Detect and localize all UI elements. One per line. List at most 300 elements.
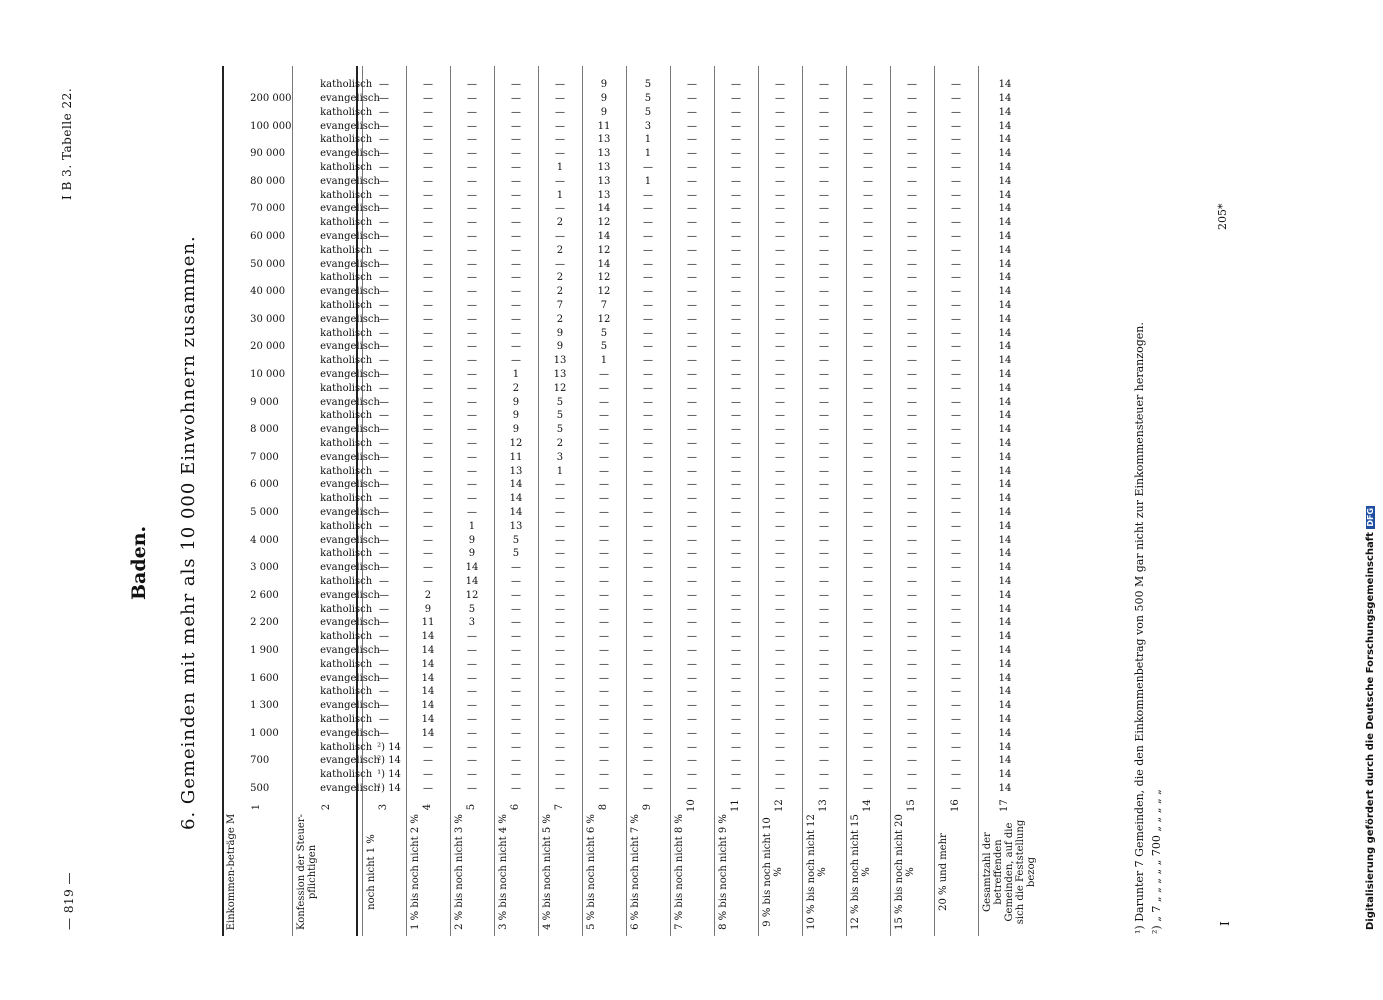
table-cell: —: [378, 700, 389, 712]
table-cell: —: [422, 479, 433, 491]
table-cell: —: [466, 244, 477, 256]
column-number-16: 16: [950, 799, 961, 812]
table-cell: 14: [998, 755, 1012, 767]
table-cell: —: [466, 189, 477, 201]
table-cell: —: [862, 465, 873, 477]
table-cell: —: [730, 313, 741, 325]
table-cell: —: [950, 300, 961, 312]
table-cell: 3: [644, 120, 652, 132]
confession-cell: katholisch: [320, 548, 373, 560]
table-cell: —: [378, 727, 389, 739]
table-cell: —: [774, 465, 785, 477]
table-cell: —: [598, 755, 609, 767]
table-cell: —: [466, 493, 477, 505]
table-cell: —: [686, 700, 697, 712]
table-cell: 14: [998, 534, 1012, 546]
confession-cell: katholisch: [320, 714, 373, 726]
table-cell: —: [510, 175, 521, 187]
table-cell: —: [598, 714, 609, 726]
table-cell: —: [730, 686, 741, 698]
table-cell: 14: [998, 189, 1012, 201]
table-cell: —: [774, 244, 785, 256]
table-cell: —: [422, 313, 433, 325]
table-cell: —: [818, 451, 829, 463]
table-cell: —: [466, 783, 477, 795]
table-cell: 1: [512, 369, 520, 381]
column-header-12: 9 % bis noch nicht 10 %: [762, 817, 784, 927]
table-cell: —: [422, 189, 433, 201]
column-header-8: 5 % bis noch nicht 6 %: [586, 814, 597, 930]
table-cell: —: [950, 134, 961, 146]
table-cell: —: [642, 258, 653, 270]
table-cell: —: [510, 741, 521, 753]
table-cell: —: [950, 769, 961, 781]
table-cell: —: [906, 507, 917, 519]
table-cell: —: [774, 520, 785, 532]
table-cell: —: [510, 79, 521, 91]
table-cell: —: [598, 562, 609, 574]
table-cell: 5: [512, 534, 520, 546]
table-cell: —: [598, 507, 609, 519]
table-cell: 14: [998, 244, 1012, 256]
table-cell: —: [378, 396, 389, 408]
table-cell: —: [906, 369, 917, 381]
table-cell: —: [378, 134, 389, 146]
table-cell: —: [510, 93, 521, 105]
table-cell: 12: [597, 244, 611, 256]
column-header-15: 15 % bis noch nicht 20 %: [894, 814, 916, 930]
table-cell: —: [554, 686, 565, 698]
table-cell: —: [510, 769, 521, 781]
column-header-2: Konfession der Steuer-pflichtigen: [296, 814, 318, 930]
table-cell: —: [774, 189, 785, 201]
table-cell: —: [906, 438, 917, 450]
table-cell: —: [950, 589, 961, 601]
column-number-4: 4: [422, 803, 433, 811]
table-cell: 9: [600, 93, 608, 105]
table-cell: —: [686, 203, 697, 215]
table-cell: —: [862, 396, 873, 408]
confession-cell: katholisch: [320, 244, 373, 256]
table-cell: —: [818, 700, 829, 712]
table-cell: —: [422, 410, 433, 422]
table-cell: —: [422, 300, 433, 312]
table-cell: —: [642, 769, 653, 781]
table-cell: 14: [465, 562, 479, 574]
confession-cell: evangelisch: [320, 313, 380, 325]
table-cell: —: [950, 189, 961, 201]
table-cell: —: [730, 438, 741, 450]
confession-cell: evangelisch: [320, 148, 380, 160]
table-cell: —: [730, 493, 741, 505]
column-header-6: 3 % bis noch nicht 4 %: [498, 814, 509, 930]
table-cell: 14: [998, 382, 1012, 394]
table-cell: 13: [597, 134, 611, 146]
table-cell: ²) 14: [377, 755, 401, 767]
table-cell: —: [378, 327, 389, 339]
table-cell: —: [950, 617, 961, 629]
table-cell: —: [818, 548, 829, 560]
column-number-15: 15: [906, 799, 917, 812]
table-cell: —: [950, 258, 961, 270]
table-cell: —: [818, 410, 829, 422]
table-cell: —: [862, 327, 873, 339]
amount-cell: 2 600: [250, 589, 279, 601]
table-cell: —: [466, 313, 477, 325]
table-cell: —: [906, 658, 917, 670]
table-cell: —: [466, 79, 477, 91]
table-cell: —: [642, 382, 653, 394]
table-cell: 9: [556, 327, 564, 339]
table-cell: —: [906, 148, 917, 160]
table-cell: —: [554, 134, 565, 146]
table-cell: —: [686, 396, 697, 408]
table-cell: —: [774, 534, 785, 546]
amount-cell: [250, 190, 264, 202]
table-cell: —: [686, 382, 697, 394]
table-cell: —: [686, 589, 697, 601]
table-cell: —: [862, 355, 873, 367]
table-cell: —: [642, 162, 653, 174]
table-cell: 9: [600, 79, 608, 91]
table-cell: —: [730, 465, 741, 477]
table-cell: —: [906, 272, 917, 284]
table-cell: ¹) 14: [377, 783, 401, 795]
table-cell: —: [906, 534, 917, 546]
table-cell: 14: [998, 300, 1012, 312]
table-cell: —: [466, 672, 477, 684]
dfg-logo: DFG: [1366, 507, 1375, 527]
table-cell: —: [554, 93, 565, 105]
table-cell: —: [906, 327, 917, 339]
table-cell: —: [950, 410, 961, 422]
column-divider: [494, 66, 495, 936]
table-cell: —: [422, 534, 433, 546]
table-cell: 1: [468, 520, 476, 532]
table-cell: —: [686, 493, 697, 505]
table-cell: —: [422, 217, 433, 229]
table-cell: —: [598, 410, 609, 422]
table-cell: —: [378, 313, 389, 325]
table-cell: 5: [512, 548, 520, 560]
table-cell: —: [686, 341, 697, 353]
table-cell: —: [422, 396, 433, 408]
table-cell: —: [906, 382, 917, 394]
table-cell: 13: [509, 465, 523, 477]
table-cell: 1: [556, 162, 564, 174]
table-cell: —: [510, 341, 521, 353]
table-cell: 14: [998, 727, 1012, 739]
table-cell: —: [818, 162, 829, 174]
amount-cell: 8 000: [250, 424, 279, 436]
confession-cell: katholisch: [320, 79, 373, 91]
table-cell: —: [730, 479, 741, 491]
table-cell: 13: [509, 520, 523, 532]
table-cell: —: [378, 244, 389, 256]
table-cell: —: [862, 658, 873, 670]
table-cell: —: [510, 300, 521, 312]
table-cell: —: [862, 562, 873, 574]
table-cell: 14: [998, 700, 1012, 712]
table-cell: —: [686, 162, 697, 174]
table-cell: —: [862, 520, 873, 532]
table-cell: —: [730, 396, 741, 408]
table-cell: —: [818, 576, 829, 588]
amount-cell: 200 000: [250, 93, 292, 105]
table-cell: —: [818, 479, 829, 491]
table-cell: —: [598, 617, 609, 629]
table-cell: —: [906, 286, 917, 298]
table-cell: —: [730, 672, 741, 684]
table-cell: —: [950, 272, 961, 284]
table-cell: —: [510, 672, 521, 684]
table-cell: —: [730, 548, 741, 560]
table-cell: —: [554, 603, 565, 615]
table-cell: —: [466, 286, 477, 298]
table-cell: —: [906, 520, 917, 532]
amount-cell: [250, 742, 264, 754]
footnote-2: ²) „ 7 „ „ „ „ „ 700 „ „ „ „ „: [1150, 789, 1163, 934]
table-cell: —: [554, 714, 565, 726]
table-cell: —: [554, 493, 565, 505]
table-cell: —: [818, 438, 829, 450]
table-cell: —: [906, 410, 917, 422]
table-cell: —: [686, 479, 697, 491]
table-cell: —: [598, 769, 609, 781]
table-cell: —: [906, 741, 917, 753]
table-cell: —: [510, 783, 521, 795]
table-cell: 14: [998, 520, 1012, 532]
table-cell: —: [598, 686, 609, 698]
column-header-11: 8 % bis noch nicht 9 %: [718, 814, 729, 930]
table-cell: —: [510, 700, 521, 712]
table-cell: —: [466, 686, 477, 698]
table-cell: —: [510, 313, 521, 325]
table-cell: —: [950, 106, 961, 118]
column-divider: [582, 66, 583, 936]
table-cell: —: [818, 617, 829, 629]
table-cell: —: [950, 520, 961, 532]
table-cell: —: [510, 286, 521, 298]
table-cell: —: [378, 189, 389, 201]
table-cell: —: [950, 120, 961, 132]
confession-cell: katholisch: [320, 493, 373, 505]
table-cell: 14: [998, 493, 1012, 505]
table-cell: —: [818, 562, 829, 574]
table-cell: —: [642, 424, 653, 436]
table-cell: —: [950, 658, 961, 670]
table-cell: —: [818, 355, 829, 367]
table-cell: —: [862, 755, 873, 767]
column-number-11: 11: [730, 799, 741, 812]
confession-cell: evangelisch: [320, 534, 380, 546]
table-cell: —: [862, 286, 873, 298]
table-cell: —: [730, 658, 741, 670]
table-cell: —: [774, 106, 785, 118]
table-cell: 14: [998, 231, 1012, 243]
table-cell: 2: [556, 217, 564, 229]
table-cell: 14: [998, 645, 1012, 657]
table-cell: —: [554, 507, 565, 519]
amount-cell: 100 000: [250, 120, 292, 132]
table-cell: —: [686, 562, 697, 574]
table-cell: —: [598, 382, 609, 394]
table-cell: —: [818, 79, 829, 91]
table-cell: —: [642, 631, 653, 643]
table-cell: 14: [421, 727, 435, 739]
table-cell: —: [554, 617, 565, 629]
table-cell: —: [730, 162, 741, 174]
table-cell: —: [774, 217, 785, 229]
table-cell: 14: [998, 686, 1012, 698]
table-cell: —: [906, 396, 917, 408]
table-cell: —: [466, 507, 477, 519]
table-cell: —: [950, 686, 961, 698]
table-cell: —: [686, 727, 697, 739]
table-cell: 14: [421, 658, 435, 670]
table-cell: —: [554, 231, 565, 243]
column-header-10: 7 % bis noch nicht 8 %: [674, 814, 685, 930]
table-cell: —: [378, 258, 389, 270]
table-cell: —: [774, 203, 785, 215]
table-cell: —: [730, 603, 741, 615]
confession-cell: katholisch: [320, 686, 373, 698]
table-cell: 5: [644, 93, 652, 105]
table-cell: 9: [512, 410, 520, 422]
table-cell: —: [598, 603, 609, 615]
table-cell: 14: [998, 672, 1012, 684]
table-cell: —: [862, 272, 873, 284]
table-cell: —: [906, 617, 917, 629]
table-cell: —: [730, 700, 741, 712]
table-cell: —: [554, 645, 565, 657]
confession-cell: evangelisch: [320, 175, 380, 187]
table-cell: —: [818, 589, 829, 601]
table-cell: —: [686, 714, 697, 726]
table-cell: —: [642, 783, 653, 795]
table-cell: —: [378, 286, 389, 298]
table-cell: 9: [512, 424, 520, 436]
table-cell: —: [554, 520, 565, 532]
table-cell: —: [686, 465, 697, 477]
table-cell: 14: [597, 203, 611, 215]
confession-cell: evangelisch: [320, 93, 380, 105]
table-cell: —: [378, 507, 389, 519]
table-cell: —: [378, 493, 389, 505]
table-cell: 11: [421, 617, 435, 629]
table-cell: —: [818, 714, 829, 726]
table-cell: —: [642, 520, 653, 532]
table-cell: —: [686, 534, 697, 546]
confession-cell: katholisch: [320, 410, 373, 422]
table-cell: —: [818, 382, 829, 394]
column-divider: [978, 66, 979, 936]
table-cell: —: [950, 645, 961, 657]
table-cell: —: [862, 741, 873, 753]
table-cell: —: [950, 148, 961, 160]
table-cell: 14: [998, 203, 1012, 215]
table-cell: —: [686, 520, 697, 532]
table-cell: —: [906, 451, 917, 463]
table-cell: —: [862, 313, 873, 325]
table-cell: —: [950, 534, 961, 546]
column-divider: [846, 66, 847, 936]
table-cell: 12: [597, 272, 611, 284]
confession-cell: katholisch: [320, 465, 373, 477]
table-cell: —: [378, 617, 389, 629]
table-cell: —: [598, 465, 609, 477]
table-cell: —: [906, 479, 917, 491]
table-cell: 2: [556, 438, 564, 450]
table-cell: —: [686, 548, 697, 560]
table-cell: —: [686, 244, 697, 256]
amount-cell: 80 000: [250, 175, 286, 187]
table-cell: —: [642, 465, 653, 477]
table-cell: —: [378, 562, 389, 574]
confession-cell: evangelisch: [320, 286, 380, 298]
table-cell: —: [774, 175, 785, 187]
table-cell: —: [378, 272, 389, 284]
table-cell: —: [774, 727, 785, 739]
table-cell: —: [730, 410, 741, 422]
confession-cell: katholisch: [320, 438, 373, 450]
confession-cell: katholisch: [320, 189, 373, 201]
table-cell: —: [950, 162, 961, 174]
table-cell: —: [818, 341, 829, 353]
amount-cell: [250, 493, 264, 505]
confession-cell: evangelisch: [320, 424, 380, 436]
table-cell: 2: [556, 244, 564, 256]
table-cell: —: [818, 327, 829, 339]
table-cell: —: [378, 603, 389, 615]
table-cell: —: [466, 424, 477, 436]
table-cell: —: [598, 438, 609, 450]
table-cell: —: [686, 286, 697, 298]
table-cell: 9: [468, 534, 476, 546]
table-cell: 14: [998, 603, 1012, 615]
confession-cell: evangelisch: [320, 369, 380, 381]
amount-cell: [250, 135, 264, 147]
table-cell: —: [906, 217, 917, 229]
table-cell: —: [422, 520, 433, 532]
table-cell: 14: [998, 589, 1012, 601]
table-cell: —: [642, 755, 653, 767]
table-cell: —: [818, 300, 829, 312]
table-cell: —: [862, 300, 873, 312]
amount-cell: 2 200: [250, 617, 279, 629]
table-cell: —: [554, 479, 565, 491]
table-cell: —: [378, 424, 389, 436]
table-cell: —: [862, 341, 873, 353]
table-cell: 1: [556, 465, 564, 477]
table-cell: —: [510, 714, 521, 726]
table-cell: —: [774, 396, 785, 408]
table-cell: —: [422, 562, 433, 574]
table-cell: —: [378, 106, 389, 118]
amount-cell: [250, 411, 264, 423]
table-cell: —: [598, 493, 609, 505]
table-cell: 12: [597, 313, 611, 325]
table-cell: 9: [468, 548, 476, 560]
table-cell: 14: [998, 741, 1012, 753]
table-cell: —: [554, 175, 565, 187]
amount-cell: 60 000: [250, 231, 286, 243]
table-cell: —: [818, 769, 829, 781]
table-cell: —: [906, 769, 917, 781]
confession-cell: katholisch: [320, 769, 373, 781]
table-cell: 12: [597, 286, 611, 298]
column-number-14: 14: [862, 799, 873, 812]
